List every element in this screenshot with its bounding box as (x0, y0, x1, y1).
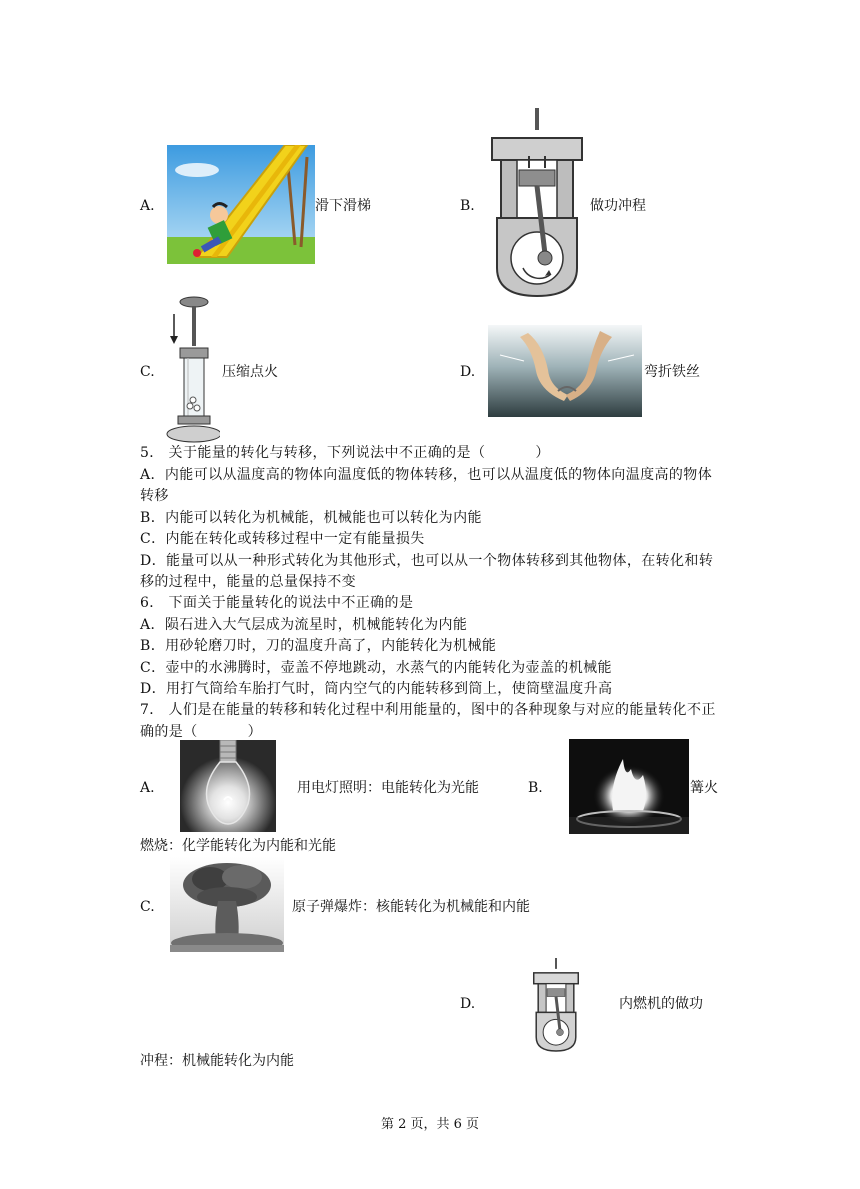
option-b-letter: B. (460, 198, 475, 214)
q7-option-d-text-2: 冲程：机械能转化为内能 (140, 1053, 294, 1069)
engine-small-image (522, 958, 590, 1052)
option-b-text: 做功冲程 (590, 198, 646, 214)
option-d-letter: D. (460, 364, 476, 380)
q7-option-d-letter: D. (460, 996, 476, 1012)
question-6-stem: 6． 下面关于能量转化的说法中不正确的是 (140, 595, 414, 611)
engine-power-stroke-image (487, 108, 587, 298)
question-5-option-a: A．内能可以从温度高的物体向温度低的物体转移，也可以从温度低的物体向温度高的物体转移 (140, 466, 713, 504)
q7-option-b-letter: B. (528, 780, 543, 796)
compression-ignition-image (164, 296, 220, 444)
bonfire-image (569, 739, 689, 834)
q7-option-a-text: 用电灯照明：电能转化为光能 (297, 780, 479, 796)
question-5-option-b: B．内能可以转化为机械能，机械能也可以转化为内能 (140, 509, 482, 526)
option-a-letter: A. (140, 198, 155, 214)
q7-option-a-letter: A. (140, 780, 155, 796)
q7-option-c-letter: C. (140, 899, 155, 915)
question-6-option-a: A．陨石进入大气层成为流星时，机械能转化为内能 (140, 616, 468, 633)
q7-option-b-text-1: 篝火 (690, 780, 718, 796)
question-5 (140, 443, 725, 594)
bending-wire-image (488, 325, 642, 417)
question-5-option-d: D．能量可以从一种形式转化为其他形式，也可以从一个物体转移到其他物体，在转化和转移的过程中，能量的总量保持不变 (140, 552, 714, 590)
option-c-text: 压缩点火 (222, 364, 278, 380)
question-6-option-d: D．用打气筒给车胎打气时，筒内空气的内能转移到筒上，使筒壁温度升高 (140, 681, 613, 697)
option-d-text: 弯折铁丝 (644, 364, 700, 380)
option-c-letter: C. (140, 364, 155, 380)
q7-option-b-text-2: 燃烧：化学能转化为内能和光能 (140, 838, 336, 854)
question-6 (140, 593, 725, 701)
atomic-explosion-image (170, 857, 284, 952)
light-bulb-image (180, 740, 276, 832)
q7-option-c-text: 原子弹爆炸：核能转化为机械能和内能 (292, 899, 530, 915)
option-a-text: 滑下滑梯 (315, 198, 371, 214)
question-5-option-c: C．内能在转化或转移过程中一定有能量损失 (140, 531, 425, 547)
question-6-option-c: C．壶中的水沸腾时，壶盖不停地跳动，水蒸气的内能转化为壶盖的机械能 (140, 659, 612, 676)
slide-image (167, 145, 315, 264)
page-footer: 第 2 页，共 6 页 (380, 1117, 480, 1132)
question-6-option-b: B．用砂轮磨刀时，刀的温度升高了，内能转化为机械能 (140, 638, 497, 654)
question-5-stem: 5． 关于能量的转化与转移，下列说法中不正确的是（ ） (140, 445, 550, 461)
q7-option-d-text-1: 内燃机的做功 (619, 996, 703, 1012)
question-7-stem: 7． 人们是在能量的转移和转化过程中利用能量的，图中的各种现象与对应的能量转化不正确的是（ ） (140, 702, 716, 740)
